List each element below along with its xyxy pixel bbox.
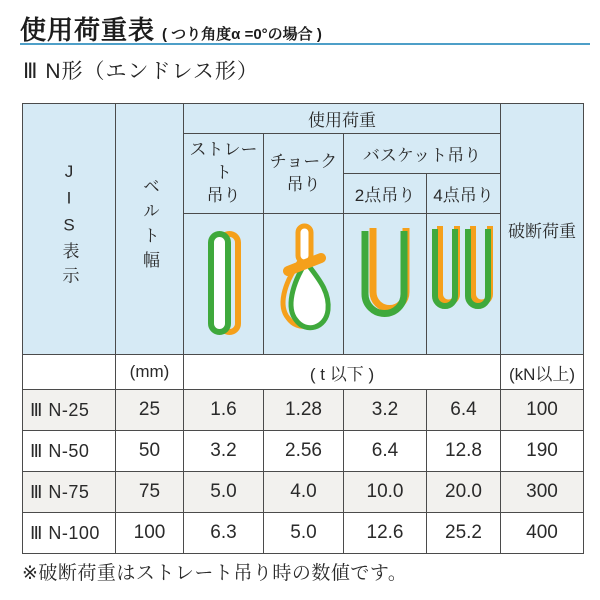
col-header-belt-width-label: ベルト幅 [140,177,159,276]
col-header-basket-2point: 2点吊り [344,174,427,214]
col-header-jis [23,104,116,355]
subtitle: Ⅲ N形（エンドレス形） [23,60,259,83]
cell-breaking: 300 [501,472,584,513]
straight-sling-icon [184,214,264,355]
cell-basket2: 10.0 [344,472,427,513]
units-belt-width: (mm) [116,355,184,390]
cell-breaking: 400 [501,513,584,554]
col-header-basket-4point: 4点吊り [427,174,501,214]
cell-jis: Ⅲ N-25 [23,390,116,431]
title-underline [20,43,590,45]
cell-basket4: 25.2 [427,513,501,554]
cell-choke: 5.0 [264,513,344,554]
basket-2point-sling-icon [344,214,427,355]
col-header-jis-label: JIS表示 [59,161,79,292]
table-row [23,431,584,472]
cell-belt-width: 100 [116,513,184,554]
cell-choke: 2.56 [264,431,344,472]
col-header-working-load: 使用荷重 [184,104,501,134]
units-breaking-load: (kN以上) [501,355,584,390]
page-title-text: 使用荷重表 [20,15,156,45]
table-row [23,513,584,554]
units-empty-cell [23,355,116,390]
cell-belt-width: 25 [116,390,184,431]
cell-jis: Ⅲ N-75 [23,472,116,513]
page-title-note: ( つり角度α =0°の場合 ) [162,26,322,43]
cell-basket4: 6.4 [427,390,501,431]
choke-sling-icon [264,214,344,355]
table-row [23,390,584,431]
col-header-belt-width [116,104,184,355]
cell-basket2: 6.4 [344,431,427,472]
cell-basket4: 20.0 [427,472,501,513]
cell-jis: Ⅲ N-100 [23,513,116,554]
col-header-breaking-load: 破断荷重 [501,104,584,355]
cell-straight: 5.0 [184,472,264,513]
cell-choke: 4.0 [264,472,344,513]
table-row [23,472,584,513]
col-header-basket: バスケット吊り [344,134,501,174]
footnote: ※破断荷重はストレート吊り時の数値です。 [22,563,408,584]
units-working-load: ( t 以下 ) [184,355,501,390]
cell-belt-width: 50 [116,431,184,472]
basket-4point-sling-icon [427,214,501,355]
cell-choke: 1.28 [264,390,344,431]
page-title [20,10,590,47]
load-capacity-table [22,103,584,554]
cell-straight: 1.6 [184,390,264,431]
col-header-straight: ストレート 吊り [184,134,264,214]
cell-belt-width: 75 [116,472,184,513]
cell-basket4: 12.8 [427,431,501,472]
cell-straight: 6.3 [184,513,264,554]
col-header-choke: チョーク 吊り [264,134,344,214]
cell-basket2: 12.6 [344,513,427,554]
cell-breaking: 190 [501,431,584,472]
cell-jis: Ⅲ N-50 [23,431,116,472]
cell-breaking: 100 [501,390,584,431]
cell-straight: 3.2 [184,431,264,472]
cell-basket2: 3.2 [344,390,427,431]
